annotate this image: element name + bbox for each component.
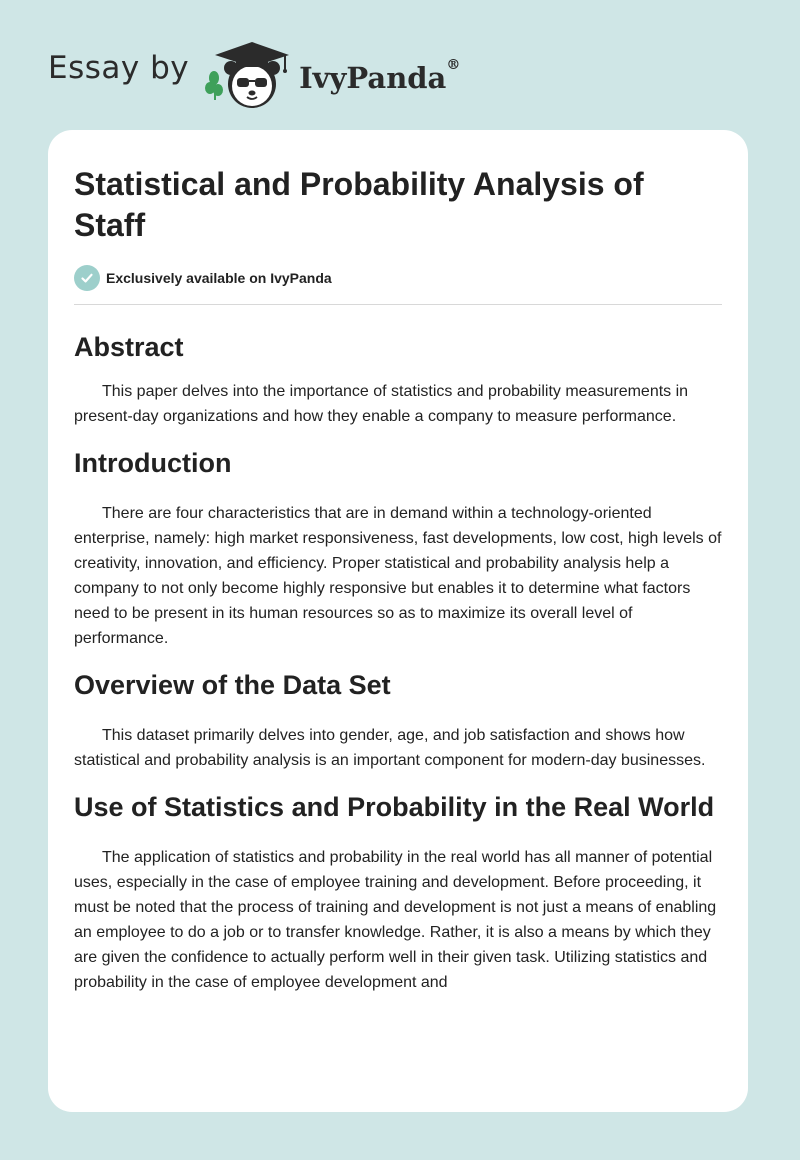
exclusive-label: Exclusively available on IvyPanda — [106, 270, 332, 286]
section-paragraph: The application of statistics and probability in the real world has all manner of potential uses, especially in the case of employee training and development. Before proceeding, it must be noted that the process of training and development is not just a means of enabling an employee to do a job or to transfer knowledge. Rather, it is also a means by which they are given the confidence to actually perform well in their given task. Utilizing statistics and probability in the case of employee development and — [74, 849, 717, 991]
section-use-real-world — [74, 787, 722, 995]
section-paragraph: This dataset primarily delves into gender, age, and job satisfaction and shows how statistical and probability analysis is an important component for modern-day businesses. — [74, 727, 706, 769]
brand-name-text: IvyPanda — [299, 61, 447, 95]
section-heading: Abstract — [74, 332, 184, 362]
section-heading: Use of Statistics and Probability in the Real World — [74, 792, 715, 822]
section-heading: Overview of the Data Set — [74, 670, 391, 700]
exclusive-badge — [74, 264, 722, 292]
essay-card — [48, 130, 748, 1112]
brand-prefix: Essay by — [48, 50, 190, 86]
section-heading: Introduction — [74, 448, 232, 478]
section-abstract — [74, 327, 722, 429]
section-overview-data-set — [74, 665, 722, 773]
section-introduction — [74, 443, 722, 651]
panda-graduation-cap-icon — [203, 38, 293, 110]
brand-name — [299, 57, 461, 95]
section-paragraph: This paper delves into the importance of statistics and probability measurements in present-day organizations and how they enable a company to measure performance. — [74, 383, 689, 425]
checkmark-icon — [74, 265, 100, 291]
section-paragraph: There are four characteristics that are in demand within a technology-oriented enterprise, namely: high market responsiveness, fast developments, low cost, high levels of creativity, innovation, and efficiency. Proper statistical and probability analysis help a company to not only become highly responsive but enables it to determine what factors need to be present in its human resources so as to maximize its overall level of performance. — [74, 505, 722, 647]
registered-mark: ® — [446, 57, 461, 73]
title-divider — [74, 304, 722, 305]
site-header — [48, 36, 460, 112]
page-title: Statistical and Probability Analysis of Staff — [74, 166, 644, 243]
